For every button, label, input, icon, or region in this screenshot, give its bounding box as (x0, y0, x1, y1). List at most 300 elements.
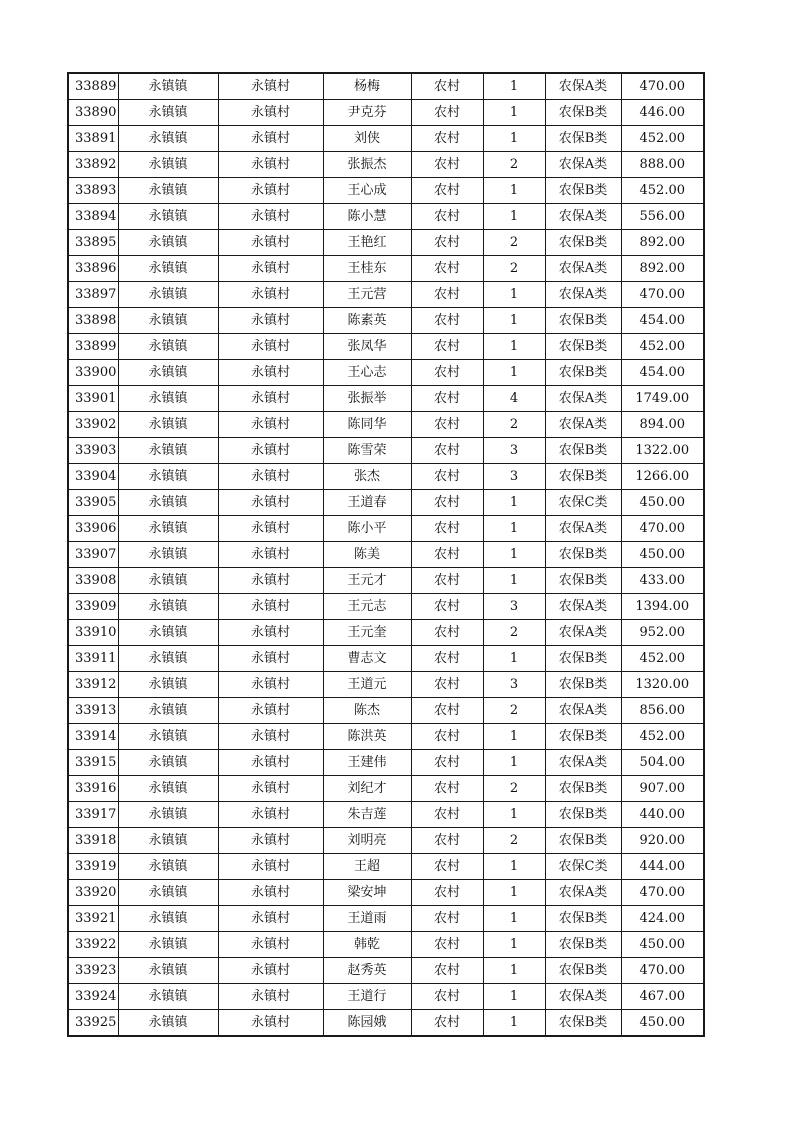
table-row (68, 282, 704, 308)
insurance-category-cell: 农保A类 (545, 282, 621, 308)
town-cell: 永镇镇 (118, 802, 218, 828)
table-row (68, 542, 704, 568)
household-type-cell: 农村 (411, 308, 483, 334)
record-id-cell: 33899 (68, 334, 118, 360)
member-count-cell: 1 (483, 984, 545, 1010)
table-row (68, 802, 704, 828)
village-cell: 永镇村 (218, 620, 323, 646)
person-name-cell: 王元营 (323, 282, 411, 308)
insurance-category-cell: 农保B类 (545, 828, 621, 854)
household-type-cell: 农村 (411, 776, 483, 802)
village-cell: 永镇村 (218, 906, 323, 932)
insurance-category-cell: 农保A类 (545, 516, 621, 542)
household-type-cell: 农村 (411, 542, 483, 568)
member-count-cell: 1 (483, 750, 545, 776)
amount-cell: 1320.00 (621, 672, 704, 698)
amount-cell: 450.00 (621, 542, 704, 568)
town-cell: 永镇镇 (118, 516, 218, 542)
insurance-category-cell: 农保B类 (545, 646, 621, 672)
person-name-cell: 王道雨 (323, 906, 411, 932)
insurance-category-cell: 农保B类 (545, 308, 621, 334)
member-count-cell: 2 (483, 620, 545, 646)
person-name-cell: 张振杰 (323, 152, 411, 178)
record-id-cell: 33890 (68, 100, 118, 126)
household-type-cell: 农村 (411, 958, 483, 984)
village-cell: 永镇村 (218, 1010, 323, 1037)
table-row (68, 958, 704, 984)
person-name-cell: 赵秀英 (323, 958, 411, 984)
record-id-cell: 33910 (68, 620, 118, 646)
amount-cell: 452.00 (621, 724, 704, 750)
table-row (68, 73, 704, 100)
village-cell: 永镇村 (218, 802, 323, 828)
household-type-cell: 农村 (411, 516, 483, 542)
household-type-cell: 农村 (411, 178, 483, 204)
table-row (68, 776, 704, 802)
amount-cell: 504.00 (621, 750, 704, 776)
town-cell: 永镇镇 (118, 568, 218, 594)
town-cell: 永镇镇 (118, 646, 218, 672)
town-cell: 永镇镇 (118, 906, 218, 932)
insurance-category-cell: 农保A类 (545, 152, 621, 178)
table-row (68, 256, 704, 282)
insurance-category-cell: 农保B类 (545, 230, 621, 256)
household-type-cell: 农村 (411, 126, 483, 152)
record-id-cell: 33916 (68, 776, 118, 802)
village-cell: 永镇村 (218, 334, 323, 360)
member-count-cell: 4 (483, 386, 545, 412)
village-cell: 永镇村 (218, 73, 323, 100)
table-row (68, 646, 704, 672)
table-row (68, 750, 704, 776)
household-type-cell: 农村 (411, 438, 483, 464)
village-cell: 永镇村 (218, 880, 323, 906)
insurance-category-cell: 农保B类 (545, 360, 621, 386)
village-cell: 永镇村 (218, 984, 323, 1010)
amount-cell: 444.00 (621, 854, 704, 880)
town-cell: 永镇镇 (118, 230, 218, 256)
person-name-cell: 王道春 (323, 490, 411, 516)
member-count-cell: 1 (483, 906, 545, 932)
household-type-cell: 农村 (411, 568, 483, 594)
person-name-cell: 陈美 (323, 542, 411, 568)
member-count-cell: 1 (483, 880, 545, 906)
town-cell: 永镇镇 (118, 984, 218, 1010)
record-id-cell: 33909 (68, 594, 118, 620)
record-id-cell: 33891 (68, 126, 118, 152)
table-row (68, 464, 704, 490)
person-name-cell: 尹克芬 (323, 100, 411, 126)
member-count-cell: 1 (483, 542, 545, 568)
village-cell: 永镇村 (218, 594, 323, 620)
amount-cell: 856.00 (621, 698, 704, 724)
town-cell: 永镇镇 (118, 360, 218, 386)
town-cell: 永镇镇 (118, 776, 218, 802)
town-cell: 永镇镇 (118, 386, 218, 412)
amount-cell: 894.00 (621, 412, 704, 438)
insurance-category-cell: 农保B类 (545, 932, 621, 958)
amount-cell: 452.00 (621, 334, 704, 360)
member-count-cell: 2 (483, 230, 545, 256)
amount-cell: 450.00 (621, 490, 704, 516)
record-id-cell: 33892 (68, 152, 118, 178)
village-cell: 永镇村 (218, 282, 323, 308)
household-type-cell: 农村 (411, 724, 483, 750)
village-cell: 永镇村 (218, 308, 323, 334)
table-row (68, 490, 704, 516)
insurance-category-cell: 农保B类 (545, 1010, 621, 1037)
member-count-cell: 1 (483, 958, 545, 984)
village-cell: 永镇村 (218, 386, 323, 412)
person-name-cell: 陈园娥 (323, 1010, 411, 1037)
person-name-cell: 刘侠 (323, 126, 411, 152)
insurance-category-cell: 农保B类 (545, 776, 621, 802)
insurance-category-cell: 农保B类 (545, 542, 621, 568)
record-id-cell: 33911 (68, 646, 118, 672)
member-count-cell: 1 (483, 178, 545, 204)
village-cell: 永镇村 (218, 542, 323, 568)
table-row (68, 308, 704, 334)
record-id-cell: 33893 (68, 178, 118, 204)
person-name-cell: 王道元 (323, 672, 411, 698)
village-cell: 永镇村 (218, 932, 323, 958)
household-type-cell: 农村 (411, 880, 483, 906)
amount-cell: 452.00 (621, 126, 704, 152)
record-id-cell: 33904 (68, 464, 118, 490)
household-type-cell: 农村 (411, 828, 483, 854)
village-cell: 永镇村 (218, 776, 323, 802)
town-cell: 永镇镇 (118, 594, 218, 620)
table-row (68, 854, 704, 880)
insurance-category-cell: 农保A类 (545, 386, 621, 412)
person-name-cell: 陈小慧 (323, 204, 411, 230)
person-name-cell: 王心成 (323, 178, 411, 204)
person-name-cell: 梁安坤 (323, 880, 411, 906)
household-type-cell: 农村 (411, 802, 483, 828)
person-name-cell: 张杰 (323, 464, 411, 490)
person-name-cell: 陈同华 (323, 412, 411, 438)
member-count-cell: 1 (483, 490, 545, 516)
person-name-cell: 韩乾 (323, 932, 411, 958)
member-count-cell: 1 (483, 100, 545, 126)
table-row (68, 516, 704, 542)
insurance-category-cell: 农保A类 (545, 256, 621, 282)
person-name-cell: 朱吉莲 (323, 802, 411, 828)
town-cell: 永镇镇 (118, 282, 218, 308)
amount-cell: 452.00 (621, 178, 704, 204)
record-id-cell: 33895 (68, 230, 118, 256)
village-cell: 永镇村 (218, 828, 323, 854)
member-count-cell: 1 (483, 308, 545, 334)
amount-cell: 446.00 (621, 100, 704, 126)
amount-cell: 452.00 (621, 646, 704, 672)
record-id-cell: 33922 (68, 932, 118, 958)
table-row (68, 828, 704, 854)
insurance-category-cell: 农保A类 (545, 750, 621, 776)
insurance-category-cell: 农保A类 (545, 880, 621, 906)
town-cell: 永镇镇 (118, 412, 218, 438)
member-count-cell: 3 (483, 464, 545, 490)
amount-cell: 470.00 (621, 73, 704, 100)
town-cell: 永镇镇 (118, 100, 218, 126)
town-cell: 永镇镇 (118, 828, 218, 854)
insurance-category-cell: 农保B类 (545, 906, 621, 932)
insurance-category-cell: 农保A类 (545, 984, 621, 1010)
insurance-category-cell: 农保B类 (545, 568, 621, 594)
amount-cell: 470.00 (621, 282, 704, 308)
village-cell: 永镇村 (218, 672, 323, 698)
record-id-cell: 33905 (68, 490, 118, 516)
record-id-cell: 33914 (68, 724, 118, 750)
household-type-cell: 农村 (411, 906, 483, 932)
household-type-cell: 农村 (411, 204, 483, 230)
household-type-cell: 农村 (411, 1010, 483, 1037)
town-cell: 永镇镇 (118, 958, 218, 984)
table-row (68, 594, 704, 620)
person-name-cell: 杨梅 (323, 73, 411, 100)
village-cell: 永镇村 (218, 230, 323, 256)
insurance-category-cell: 农保B类 (545, 802, 621, 828)
table-row (68, 230, 704, 256)
table-row (68, 906, 704, 932)
person-name-cell: 陈小平 (323, 516, 411, 542)
person-name-cell: 陈洪英 (323, 724, 411, 750)
member-count-cell: 2 (483, 152, 545, 178)
table-row (68, 100, 704, 126)
village-cell: 永镇村 (218, 698, 323, 724)
person-name-cell: 王元奎 (323, 620, 411, 646)
amount-cell: 556.00 (621, 204, 704, 230)
insurance-category-cell: 农保A类 (545, 73, 621, 100)
record-id-cell: 33898 (68, 308, 118, 334)
village-cell: 永镇村 (218, 568, 323, 594)
town-cell: 永镇镇 (118, 464, 218, 490)
household-type-cell: 农村 (411, 282, 483, 308)
record-id-cell: 33900 (68, 360, 118, 386)
member-count-cell: 3 (483, 594, 545, 620)
record-id-cell: 33912 (68, 672, 118, 698)
table-row (68, 698, 704, 724)
amount-cell: 440.00 (621, 802, 704, 828)
town-cell: 永镇镇 (118, 308, 218, 334)
person-name-cell: 王艳红 (323, 230, 411, 256)
member-count-cell: 1 (483, 334, 545, 360)
person-name-cell: 刘明亮 (323, 828, 411, 854)
household-type-cell: 农村 (411, 620, 483, 646)
town-cell: 永镇镇 (118, 672, 218, 698)
household-type-cell: 农村 (411, 750, 483, 776)
amount-cell: 470.00 (621, 880, 704, 906)
town-cell: 永镇镇 (118, 880, 218, 906)
table-row (68, 126, 704, 152)
household-type-cell: 农村 (411, 412, 483, 438)
amount-cell: 1394.00 (621, 594, 704, 620)
village-cell: 永镇村 (218, 178, 323, 204)
insurance-category-cell: 农保B类 (545, 724, 621, 750)
insurance-category-cell: 农保A类 (545, 698, 621, 724)
member-count-cell: 2 (483, 776, 545, 802)
table-row (68, 152, 704, 178)
amount-cell: 1266.00 (621, 464, 704, 490)
town-cell: 永镇镇 (118, 73, 218, 100)
household-type-cell: 农村 (411, 230, 483, 256)
table-row (68, 204, 704, 230)
household-type-cell: 农村 (411, 672, 483, 698)
household-type-cell: 农村 (411, 984, 483, 1010)
person-name-cell: 王元志 (323, 594, 411, 620)
table-row (68, 438, 704, 464)
table-row (68, 984, 704, 1010)
person-name-cell: 王建伟 (323, 750, 411, 776)
roster-body (68, 73, 704, 1036)
amount-cell: 467.00 (621, 984, 704, 1010)
village-cell: 永镇村 (218, 646, 323, 672)
village-cell: 永镇村 (218, 256, 323, 282)
amount-cell: 920.00 (621, 828, 704, 854)
amount-cell: 454.00 (621, 308, 704, 334)
record-id-cell: 33903 (68, 438, 118, 464)
record-id-cell: 33918 (68, 828, 118, 854)
household-type-cell: 农村 (411, 256, 483, 282)
insurance-category-cell: 农保B类 (545, 334, 621, 360)
member-count-cell: 1 (483, 360, 545, 386)
person-name-cell: 曹志文 (323, 646, 411, 672)
insurance-category-cell: 农保C类 (545, 490, 621, 516)
member-count-cell: 1 (483, 126, 545, 152)
member-count-cell: 1 (483, 73, 545, 100)
insurance-category-cell: 农保A类 (545, 204, 621, 230)
record-id-cell: 33923 (68, 958, 118, 984)
amount-cell: 888.00 (621, 152, 704, 178)
record-id-cell: 33908 (68, 568, 118, 594)
household-type-cell: 农村 (411, 73, 483, 100)
amount-cell: 907.00 (621, 776, 704, 802)
person-name-cell: 陈雪荣 (323, 438, 411, 464)
record-id-cell: 33920 (68, 880, 118, 906)
household-type-cell: 农村 (411, 464, 483, 490)
table-row (68, 932, 704, 958)
town-cell: 永镇镇 (118, 698, 218, 724)
village-cell: 永镇村 (218, 360, 323, 386)
town-cell: 永镇镇 (118, 490, 218, 516)
person-name-cell: 张振举 (323, 386, 411, 412)
member-count-cell: 1 (483, 204, 545, 230)
town-cell: 永镇镇 (118, 152, 218, 178)
member-count-cell: 2 (483, 256, 545, 282)
member-count-cell: 2 (483, 698, 545, 724)
amount-cell: 424.00 (621, 906, 704, 932)
insurance-category-cell: 农保B类 (545, 178, 621, 204)
table-row (68, 178, 704, 204)
amount-cell: 433.00 (621, 568, 704, 594)
member-count-cell: 1 (483, 516, 545, 542)
record-id-cell: 33913 (68, 698, 118, 724)
household-type-cell: 农村 (411, 854, 483, 880)
person-name-cell: 王桂东 (323, 256, 411, 282)
member-count-cell: 1 (483, 724, 545, 750)
insurance-category-cell: 农保A类 (545, 412, 621, 438)
village-cell: 永镇村 (218, 464, 323, 490)
person-name-cell: 陈杰 (323, 698, 411, 724)
town-cell: 永镇镇 (118, 126, 218, 152)
table-row (68, 412, 704, 438)
record-id-cell: 33902 (68, 412, 118, 438)
table-row (68, 1010, 704, 1037)
amount-cell: 454.00 (621, 360, 704, 386)
town-cell: 永镇镇 (118, 256, 218, 282)
town-cell: 永镇镇 (118, 932, 218, 958)
record-id-cell: 33889 (68, 73, 118, 100)
member-count-cell: 1 (483, 1010, 545, 1037)
village-cell: 永镇村 (218, 958, 323, 984)
amount-cell: 1322.00 (621, 438, 704, 464)
person-name-cell: 陈素英 (323, 308, 411, 334)
town-cell: 永镇镇 (118, 854, 218, 880)
household-type-cell: 农村 (411, 932, 483, 958)
insurance-category-cell: 农保B类 (545, 100, 621, 126)
person-name-cell: 刘纪才 (323, 776, 411, 802)
table-row (68, 360, 704, 386)
amount-cell: 450.00 (621, 932, 704, 958)
amount-cell: 1749.00 (621, 386, 704, 412)
member-count-cell: 3 (483, 438, 545, 464)
town-cell: 永镇镇 (118, 1010, 218, 1037)
record-id-cell: 33907 (68, 542, 118, 568)
person-name-cell: 王道行 (323, 984, 411, 1010)
household-type-cell: 农村 (411, 490, 483, 516)
town-cell: 永镇镇 (118, 750, 218, 776)
record-id-cell: 33896 (68, 256, 118, 282)
member-count-cell: 1 (483, 646, 545, 672)
table-row (68, 568, 704, 594)
table-row (68, 724, 704, 750)
record-id-cell: 33901 (68, 386, 118, 412)
amount-cell: 892.00 (621, 230, 704, 256)
village-cell: 永镇村 (218, 412, 323, 438)
member-count-cell: 1 (483, 854, 545, 880)
insurance-category-cell: 农保A类 (545, 620, 621, 646)
insurance-category-cell: 农保B类 (545, 672, 621, 698)
record-id-cell: 33921 (68, 906, 118, 932)
insurance-category-cell: 农保B类 (545, 464, 621, 490)
record-id-cell: 33894 (68, 204, 118, 230)
household-type-cell: 农村 (411, 152, 483, 178)
insurance-category-cell: 农保B类 (545, 438, 621, 464)
record-id-cell: 33917 (68, 802, 118, 828)
member-count-cell: 1 (483, 802, 545, 828)
amount-cell: 892.00 (621, 256, 704, 282)
village-cell: 永镇村 (218, 204, 323, 230)
village-cell: 永镇村 (218, 750, 323, 776)
table-row (68, 672, 704, 698)
person-name-cell: 张凤华 (323, 334, 411, 360)
village-cell: 永镇村 (218, 724, 323, 750)
town-cell: 永镇镇 (118, 178, 218, 204)
person-name-cell: 王元才 (323, 568, 411, 594)
town-cell: 永镇镇 (118, 334, 218, 360)
town-cell: 永镇镇 (118, 438, 218, 464)
amount-cell: 470.00 (621, 516, 704, 542)
household-type-cell: 农村 (411, 698, 483, 724)
record-id-cell: 33906 (68, 516, 118, 542)
record-id-cell: 33897 (68, 282, 118, 308)
table-row (68, 880, 704, 906)
insurance-category-cell: 农保A类 (545, 594, 621, 620)
village-cell: 永镇村 (218, 438, 323, 464)
member-count-cell: 2 (483, 412, 545, 438)
insurance-category-cell: 农保C类 (545, 854, 621, 880)
household-type-cell: 农村 (411, 334, 483, 360)
